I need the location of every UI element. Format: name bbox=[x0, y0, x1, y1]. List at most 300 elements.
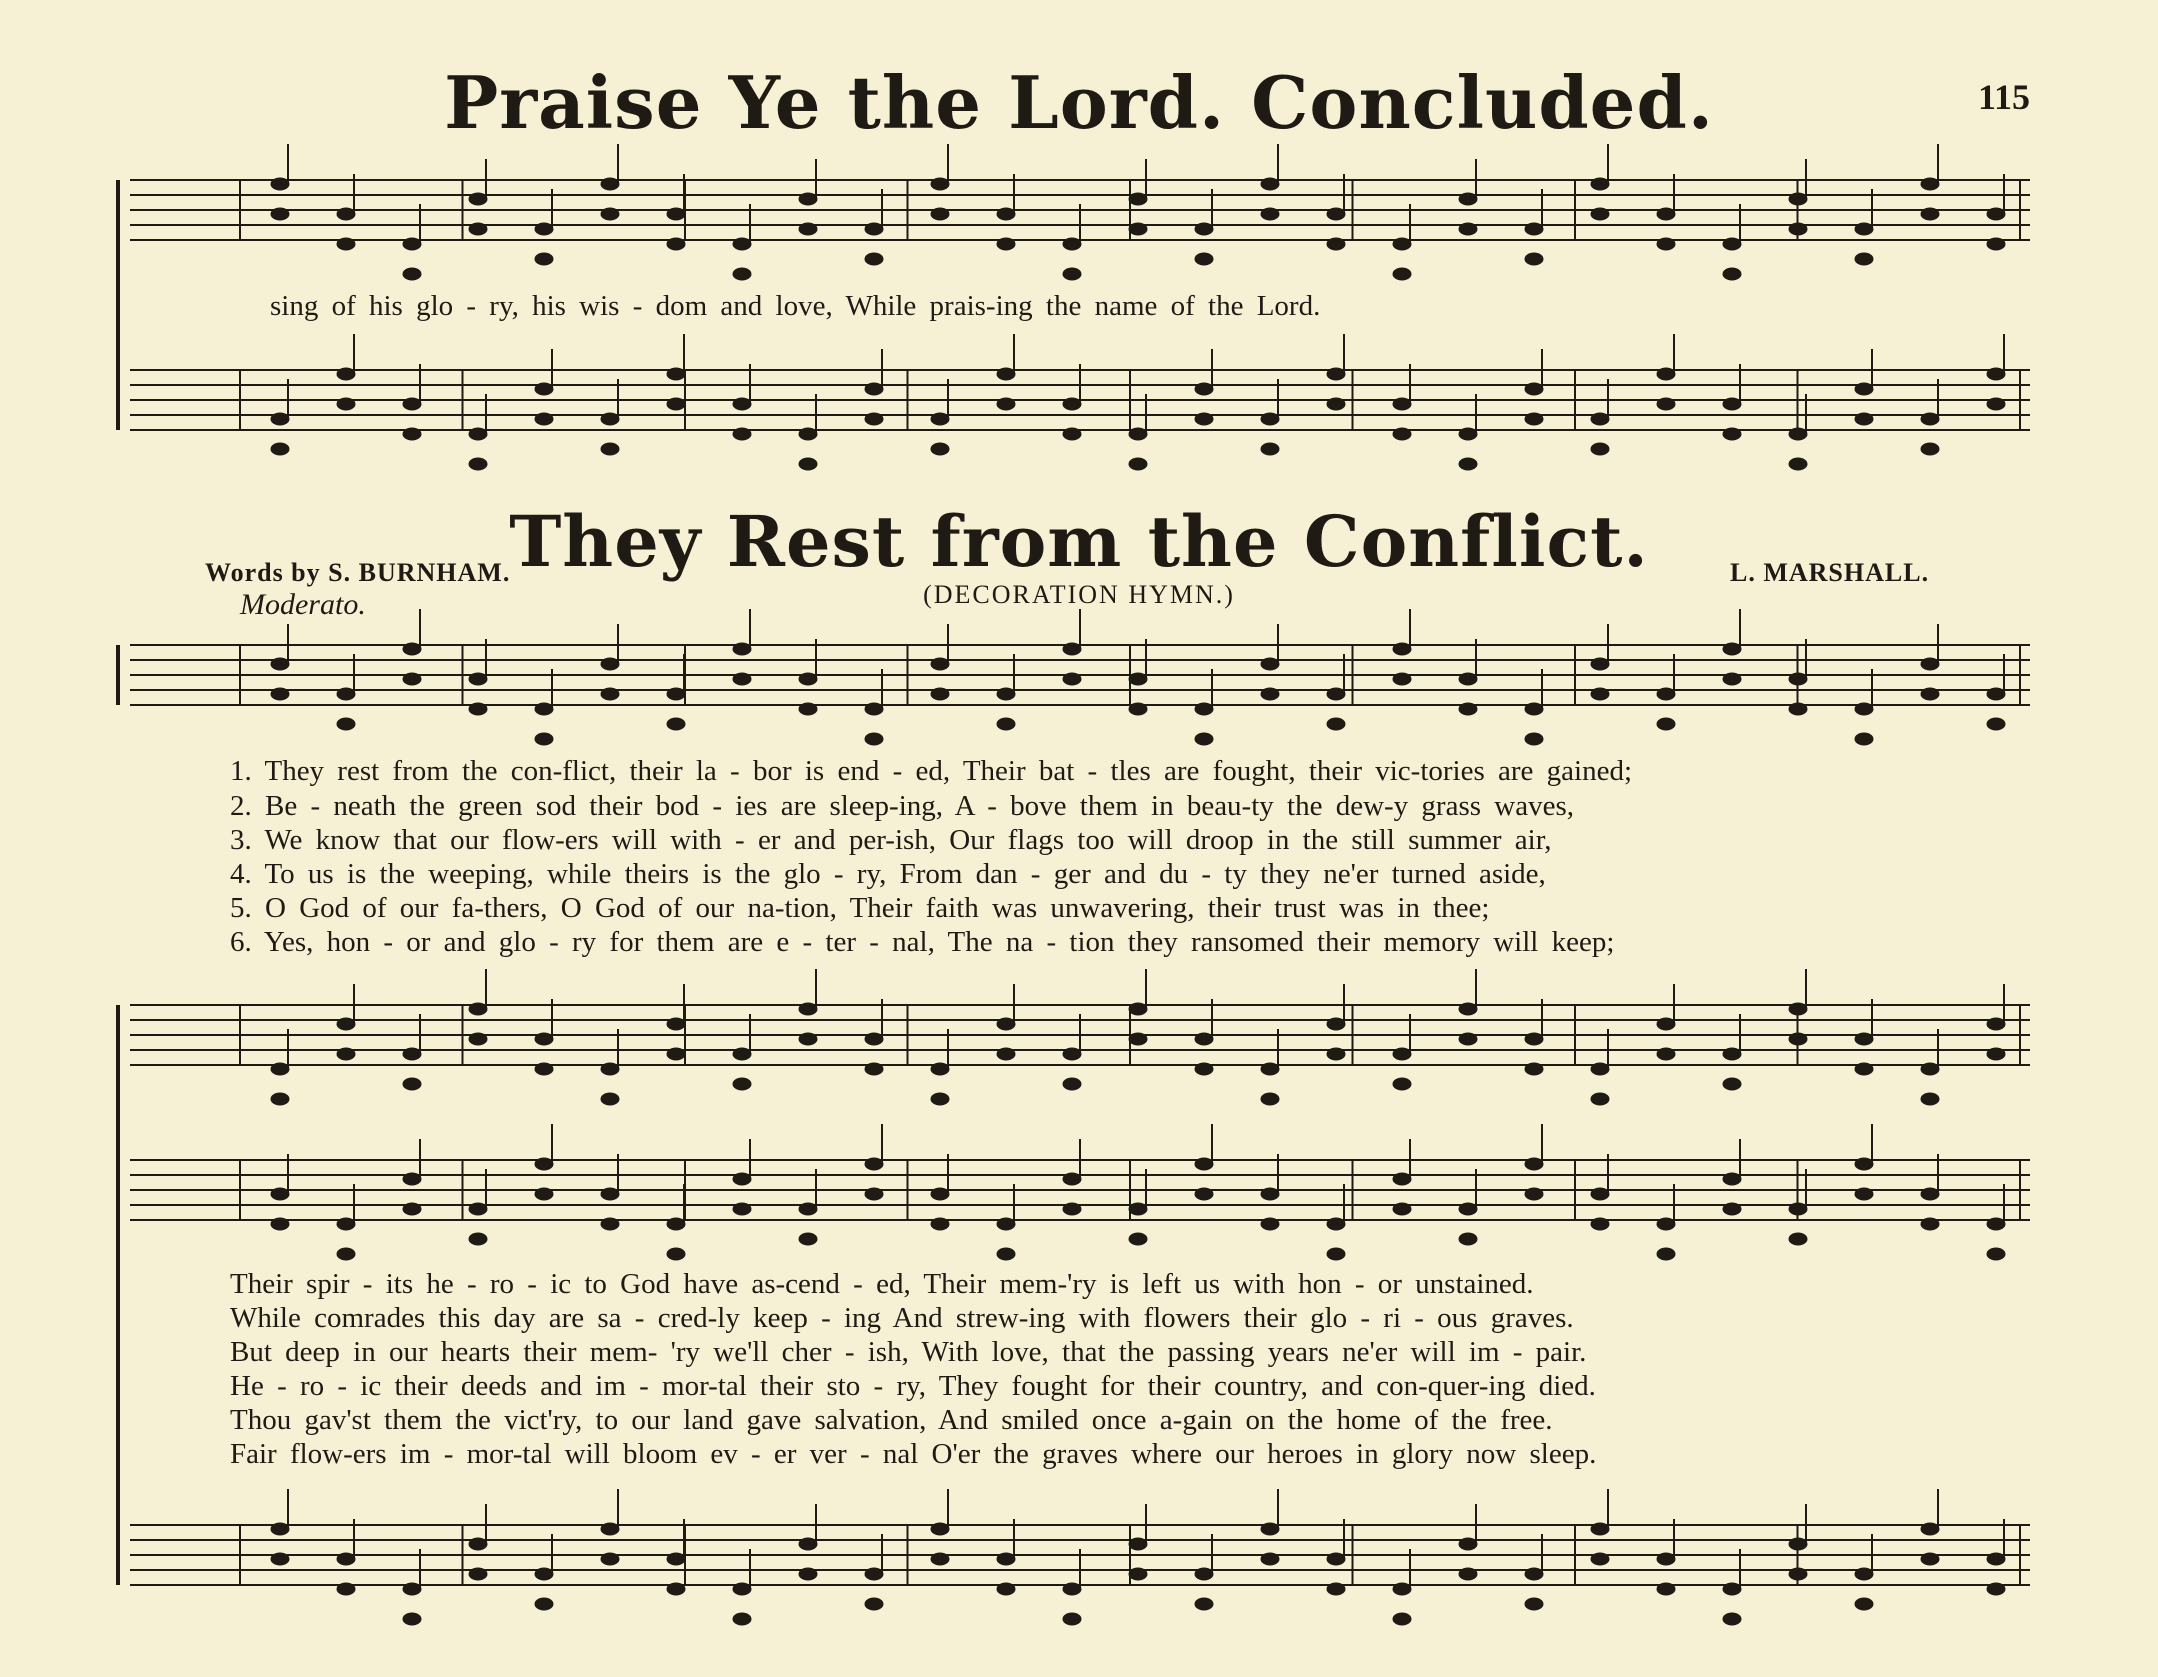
note-head bbox=[1327, 398, 1345, 410]
note-head bbox=[865, 1033, 883, 1045]
note-head bbox=[1063, 1583, 1081, 1595]
note-head bbox=[667, 1218, 685, 1230]
note-head bbox=[535, 253, 553, 265]
note-head bbox=[337, 368, 355, 380]
note-head bbox=[535, 1568, 553, 1580]
note-head bbox=[997, 1553, 1015, 1565]
note-head bbox=[1525, 1598, 1543, 1610]
note-head bbox=[1987, 398, 2005, 410]
note-head bbox=[601, 413, 619, 425]
note-head bbox=[1591, 443, 1609, 455]
note-head bbox=[1459, 458, 1477, 470]
note-head bbox=[1723, 1048, 1741, 1060]
note-head bbox=[1063, 1173, 1081, 1185]
note-head bbox=[469, 428, 487, 440]
note-head bbox=[535, 1033, 553, 1045]
note-head bbox=[403, 643, 421, 655]
note-head bbox=[1723, 1613, 1741, 1625]
note-head bbox=[1459, 428, 1477, 440]
note-head bbox=[799, 1538, 817, 1550]
note-head bbox=[1987, 1553, 2005, 1565]
note-head bbox=[1063, 643, 1081, 655]
verse-line: But deep in our hearts their mem- 'ry we'll cher - ish, With love, that the passing years ne'er will im - pair. bbox=[230, 1336, 1587, 1368]
note-head bbox=[997, 1218, 1015, 1230]
note-head bbox=[1657, 1248, 1675, 1260]
note-head bbox=[271, 1188, 289, 1200]
note-head bbox=[1525, 1158, 1543, 1170]
verse-line: Their spir - its he - ro - ic to God have as-cend - ed, Their mem-'ry is left us with hon - or unstained. bbox=[230, 1268, 1534, 1300]
note-head bbox=[1987, 1248, 2005, 1260]
note-head bbox=[865, 733, 883, 745]
note-head bbox=[865, 253, 883, 265]
note-head bbox=[1723, 643, 1741, 655]
note-head bbox=[1261, 1093, 1279, 1105]
note-head bbox=[1525, 1568, 1543, 1580]
note-head bbox=[1063, 428, 1081, 440]
note-head bbox=[403, 1048, 421, 1060]
note-head bbox=[1459, 1538, 1477, 1550]
note-head bbox=[733, 1203, 751, 1215]
note-head bbox=[1657, 718, 1675, 730]
note-head bbox=[799, 458, 817, 470]
note-head bbox=[1855, 383, 1873, 395]
note-head bbox=[1723, 1203, 1741, 1215]
note-head bbox=[997, 368, 1015, 380]
note-head bbox=[1063, 673, 1081, 685]
note-head bbox=[1921, 443, 1939, 455]
note-head bbox=[1195, 1158, 1213, 1170]
note-head bbox=[1459, 1003, 1477, 1015]
note-head bbox=[1525, 1188, 1543, 1200]
note-head bbox=[1459, 193, 1477, 205]
note-head bbox=[403, 1078, 421, 1090]
note-head bbox=[1591, 1553, 1609, 1565]
note-head bbox=[403, 1173, 421, 1185]
note-head bbox=[1789, 1538, 1807, 1550]
note-head bbox=[1657, 688, 1675, 700]
note-head bbox=[1921, 1553, 1939, 1565]
note-head bbox=[601, 1523, 619, 1535]
note-head bbox=[1657, 1553, 1675, 1565]
note-head bbox=[271, 658, 289, 670]
note-head bbox=[1987, 718, 2005, 730]
note-head bbox=[1327, 1018, 1345, 1030]
note-head bbox=[931, 413, 949, 425]
note-head bbox=[1987, 368, 2005, 380]
note-head bbox=[337, 398, 355, 410]
note-head bbox=[865, 1598, 883, 1610]
note-head bbox=[733, 1583, 751, 1595]
note-head bbox=[799, 1203, 817, 1215]
note-head bbox=[1987, 1018, 2005, 1030]
note-head bbox=[997, 1018, 1015, 1030]
note-head bbox=[1327, 1553, 1345, 1565]
note-head bbox=[865, 1188, 883, 1200]
note-head bbox=[997, 718, 1015, 730]
note-head bbox=[667, 238, 685, 250]
note-head bbox=[1789, 1568, 1807, 1580]
note-head bbox=[1261, 208, 1279, 220]
note-head bbox=[1789, 428, 1807, 440]
note-head bbox=[931, 1523, 949, 1535]
note-head bbox=[403, 238, 421, 250]
note-head bbox=[1195, 253, 1213, 265]
note-head bbox=[469, 1538, 487, 1550]
note-head bbox=[271, 178, 289, 190]
note-head bbox=[601, 1218, 619, 1230]
note-head bbox=[1789, 193, 1807, 205]
note-head bbox=[1657, 1048, 1675, 1060]
note-head bbox=[1261, 178, 1279, 190]
note-head bbox=[997, 1583, 1015, 1595]
note-head bbox=[1855, 253, 1873, 265]
note-head bbox=[1261, 413, 1279, 425]
note-head bbox=[601, 178, 619, 190]
verse-line: 4. To us is the weeping, while theirs is the glo - ry, From dan - ger and du - ty they ne'er turned aside, bbox=[230, 858, 1546, 890]
note-head bbox=[733, 428, 751, 440]
note-head bbox=[865, 1158, 883, 1170]
note-head bbox=[1921, 208, 1939, 220]
note-head bbox=[601, 208, 619, 220]
note-head bbox=[1591, 1218, 1609, 1230]
note-head bbox=[271, 688, 289, 700]
note-head bbox=[535, 1598, 553, 1610]
note-head bbox=[1063, 1203, 1081, 1215]
note-head bbox=[733, 398, 751, 410]
note-head bbox=[931, 1063, 949, 1075]
verse-line: Fair flow-ers im - mor-tal will bloom ev - er ver - nal O'er the graves where our heroes in glory now sleep. bbox=[230, 1438, 1597, 1470]
note-head bbox=[733, 268, 751, 280]
note-head bbox=[931, 178, 949, 190]
note-head bbox=[733, 1613, 751, 1625]
note-head bbox=[601, 1063, 619, 1075]
note-head bbox=[667, 1583, 685, 1595]
note-head bbox=[667, 1248, 685, 1260]
note-head bbox=[1591, 178, 1609, 190]
note-head bbox=[1921, 178, 1939, 190]
note-head bbox=[1129, 428, 1147, 440]
note-head bbox=[337, 1553, 355, 1565]
verse-line: Thou gav'st them the vict'ry, to our land gave salvation, And smiled once a-gain on the home of the free. bbox=[230, 1404, 1553, 1436]
note-head bbox=[667, 208, 685, 220]
note-head bbox=[1921, 1523, 1939, 1535]
note-head bbox=[1129, 1203, 1147, 1215]
note-head bbox=[1261, 1218, 1279, 1230]
note-head bbox=[601, 1093, 619, 1105]
note-head bbox=[1789, 1033, 1807, 1045]
note-head bbox=[1921, 1063, 1939, 1075]
note-head bbox=[1327, 238, 1345, 250]
note-head bbox=[403, 428, 421, 440]
note-head bbox=[997, 238, 1015, 250]
note-head bbox=[337, 208, 355, 220]
note-head bbox=[799, 1233, 817, 1245]
note-head bbox=[1591, 413, 1609, 425]
note-head bbox=[1855, 703, 1873, 715]
verse-line: 3. We know that our flow-ers will with - er and per-ish, Our flags too will droop in the still summer air, bbox=[230, 824, 1552, 856]
note-head bbox=[865, 223, 883, 235]
note-head bbox=[1855, 413, 1873, 425]
note-head bbox=[535, 703, 553, 715]
note-head bbox=[1459, 673, 1477, 685]
note-head bbox=[1789, 703, 1807, 715]
note-head bbox=[1459, 1033, 1477, 1045]
note-head bbox=[1129, 1568, 1147, 1580]
note-head bbox=[403, 398, 421, 410]
note-head bbox=[865, 703, 883, 715]
note-head bbox=[601, 658, 619, 670]
note-head bbox=[1195, 1568, 1213, 1580]
note-head bbox=[1063, 398, 1081, 410]
note-head bbox=[271, 443, 289, 455]
note-head bbox=[601, 443, 619, 455]
note-head bbox=[931, 1188, 949, 1200]
note-head bbox=[1591, 688, 1609, 700]
note-head bbox=[1261, 688, 1279, 700]
note-head bbox=[1657, 368, 1675, 380]
note-head bbox=[667, 398, 685, 410]
note-head bbox=[1261, 443, 1279, 455]
note-head bbox=[403, 1613, 421, 1625]
note-head bbox=[1063, 1078, 1081, 1090]
lyric-line: sing of his glo - ry, his wis - dom and love, While prais-ing the name of the Lord. bbox=[270, 290, 1321, 322]
note-head bbox=[1261, 1063, 1279, 1075]
note-head bbox=[799, 1003, 817, 1015]
note-head bbox=[1921, 413, 1939, 425]
note-head bbox=[535, 1188, 553, 1200]
note-head bbox=[337, 1218, 355, 1230]
note-head bbox=[799, 428, 817, 440]
note-head bbox=[1393, 673, 1411, 685]
note-head bbox=[667, 688, 685, 700]
note-head bbox=[733, 238, 751, 250]
note-head bbox=[1195, 413, 1213, 425]
note-head bbox=[1657, 1218, 1675, 1230]
note-head bbox=[733, 1173, 751, 1185]
note-head bbox=[1723, 238, 1741, 250]
note-head bbox=[1987, 688, 2005, 700]
note-head bbox=[1327, 1248, 1345, 1260]
page-number: 115 bbox=[1978, 77, 2031, 117]
note-head bbox=[1723, 398, 1741, 410]
note-head bbox=[931, 1553, 949, 1565]
note-head bbox=[1129, 1233, 1147, 1245]
note-head bbox=[1195, 733, 1213, 745]
verse-line: 6. Yes, hon - or and glo - ry for them are e - ter - nal, The na - tion they ransomed their memory will keep; bbox=[230, 926, 1615, 958]
note-head bbox=[469, 458, 487, 470]
note-head bbox=[865, 1568, 883, 1580]
note-head bbox=[1855, 1063, 1873, 1075]
note-head bbox=[1789, 1233, 1807, 1245]
note-head bbox=[1195, 703, 1213, 715]
note-head bbox=[1459, 1203, 1477, 1215]
note-head bbox=[733, 643, 751, 655]
note-head bbox=[1195, 1188, 1213, 1200]
note-head bbox=[1129, 223, 1147, 235]
note-head bbox=[337, 1048, 355, 1060]
note-head bbox=[1261, 658, 1279, 670]
note-head bbox=[1591, 1188, 1609, 1200]
note-head bbox=[1657, 398, 1675, 410]
note-head bbox=[1525, 1063, 1543, 1075]
note-head bbox=[1591, 1523, 1609, 1535]
note-head bbox=[799, 1568, 817, 1580]
note-head bbox=[1393, 1583, 1411, 1595]
note-head bbox=[997, 1048, 1015, 1060]
note-head bbox=[667, 368, 685, 380]
note-head bbox=[271, 413, 289, 425]
note-head bbox=[1063, 268, 1081, 280]
note-head bbox=[271, 1063, 289, 1075]
note-head bbox=[865, 1063, 883, 1075]
note-head bbox=[1063, 1048, 1081, 1060]
note-head bbox=[1657, 238, 1675, 250]
note-head bbox=[1261, 1523, 1279, 1535]
note-head bbox=[1525, 703, 1543, 715]
note-head bbox=[1591, 208, 1609, 220]
note-head bbox=[1327, 688, 1345, 700]
lyricist-credit: Words by S. BURNHAM. bbox=[205, 558, 511, 587]
note-head bbox=[1393, 1078, 1411, 1090]
note-head bbox=[1459, 223, 1477, 235]
note-head bbox=[1129, 673, 1147, 685]
note-head bbox=[601, 1553, 619, 1565]
note-head bbox=[1129, 458, 1147, 470]
note-head bbox=[1129, 703, 1147, 715]
note-head bbox=[1987, 208, 2005, 220]
note-head bbox=[403, 1203, 421, 1215]
note-head bbox=[931, 658, 949, 670]
note-head bbox=[469, 703, 487, 715]
note-head bbox=[799, 703, 817, 715]
note-head bbox=[1723, 673, 1741, 685]
note-head bbox=[1855, 1568, 1873, 1580]
note-head bbox=[1921, 1218, 1939, 1230]
note-head bbox=[535, 413, 553, 425]
note-head bbox=[337, 1583, 355, 1595]
note-head bbox=[469, 193, 487, 205]
note-head bbox=[403, 1583, 421, 1595]
note-head bbox=[1459, 703, 1477, 715]
note-head bbox=[1855, 1598, 1873, 1610]
note-head bbox=[1591, 1063, 1609, 1075]
note-head bbox=[1921, 658, 1939, 670]
note-head bbox=[799, 673, 817, 685]
note-head bbox=[535, 1063, 553, 1075]
note-head bbox=[1327, 368, 1345, 380]
note-head bbox=[1393, 1203, 1411, 1215]
note-head bbox=[1525, 223, 1543, 235]
note-head bbox=[271, 1093, 289, 1105]
verse-line: 5. O God of our fa-thers, O God of our na-tion, Their faith was unwavering, their trust was in thee; bbox=[230, 892, 1490, 924]
note-head bbox=[1591, 1093, 1609, 1105]
verse-line: While comrades this day are sa - cred-ly keep - ing And strew-ing with flowers their glo - ri - ous graves. bbox=[230, 1302, 1574, 1334]
note-head bbox=[271, 1218, 289, 1230]
note-head bbox=[667, 1553, 685, 1565]
note-head bbox=[535, 223, 553, 235]
note-head bbox=[1129, 1003, 1147, 1015]
note-head bbox=[1063, 238, 1081, 250]
note-head bbox=[1987, 238, 2005, 250]
note-head bbox=[931, 208, 949, 220]
note-head bbox=[1921, 688, 1939, 700]
note-head bbox=[469, 1003, 487, 1015]
note-head bbox=[1459, 1568, 1477, 1580]
note-head bbox=[931, 688, 949, 700]
note-head bbox=[403, 268, 421, 280]
note-head bbox=[997, 398, 1015, 410]
note-head bbox=[535, 1158, 553, 1170]
note-head bbox=[1129, 1033, 1147, 1045]
note-head bbox=[799, 223, 817, 235]
note-head bbox=[1195, 223, 1213, 235]
note-head bbox=[997, 688, 1015, 700]
note-head bbox=[1525, 413, 1543, 425]
note-head bbox=[1459, 1233, 1477, 1245]
note-head bbox=[601, 1188, 619, 1200]
note-head bbox=[403, 673, 421, 685]
note-head bbox=[1393, 1048, 1411, 1060]
note-head bbox=[1327, 1583, 1345, 1595]
note-head bbox=[1855, 1188, 1873, 1200]
note-head bbox=[1657, 1018, 1675, 1030]
verse-line: He - ro - ic their deeds and im - mor-tal their sto - ry, They fought for their country, and con-quer-ing died. bbox=[230, 1370, 1596, 1402]
note-head bbox=[1591, 658, 1609, 670]
note-head bbox=[1723, 1173, 1741, 1185]
note-head bbox=[997, 1248, 1015, 1260]
note-head bbox=[1789, 458, 1807, 470]
note-head bbox=[1261, 1188, 1279, 1200]
note-head bbox=[1723, 428, 1741, 440]
note-head bbox=[1525, 383, 1543, 395]
note-head bbox=[469, 1203, 487, 1215]
hymn-subtitle: (DECORATION HYMN.) bbox=[923, 580, 1235, 609]
note-head bbox=[865, 383, 883, 395]
tempo-marking: Moderato. bbox=[240, 588, 366, 621]
note-head bbox=[1525, 253, 1543, 265]
note-head bbox=[1393, 1613, 1411, 1625]
note-head bbox=[1723, 268, 1741, 280]
note-head bbox=[1129, 193, 1147, 205]
note-head bbox=[1393, 428, 1411, 440]
note-head bbox=[1195, 1598, 1213, 1610]
note-head bbox=[1393, 268, 1411, 280]
note-head bbox=[469, 673, 487, 685]
note-head bbox=[1921, 1188, 1939, 1200]
note-head bbox=[1129, 1538, 1147, 1550]
note-head bbox=[997, 208, 1015, 220]
note-head bbox=[1327, 1048, 1345, 1060]
note-head bbox=[1393, 398, 1411, 410]
note-head bbox=[865, 413, 883, 425]
note-head bbox=[733, 673, 751, 685]
note-head bbox=[1195, 1063, 1213, 1075]
note-head bbox=[535, 383, 553, 395]
note-head bbox=[667, 718, 685, 730]
note-head bbox=[1393, 1173, 1411, 1185]
note-head bbox=[469, 1568, 487, 1580]
note-head bbox=[1723, 1078, 1741, 1090]
hymn-title: They Rest from the Conflict. bbox=[509, 500, 1649, 583]
note-head bbox=[469, 1033, 487, 1045]
note-head bbox=[1987, 1048, 2005, 1060]
note-head bbox=[1723, 1583, 1741, 1595]
note-head bbox=[1855, 1158, 1873, 1170]
note-head bbox=[469, 223, 487, 235]
note-head bbox=[271, 1523, 289, 1535]
note-head bbox=[1327, 1218, 1345, 1230]
note-head bbox=[337, 718, 355, 730]
